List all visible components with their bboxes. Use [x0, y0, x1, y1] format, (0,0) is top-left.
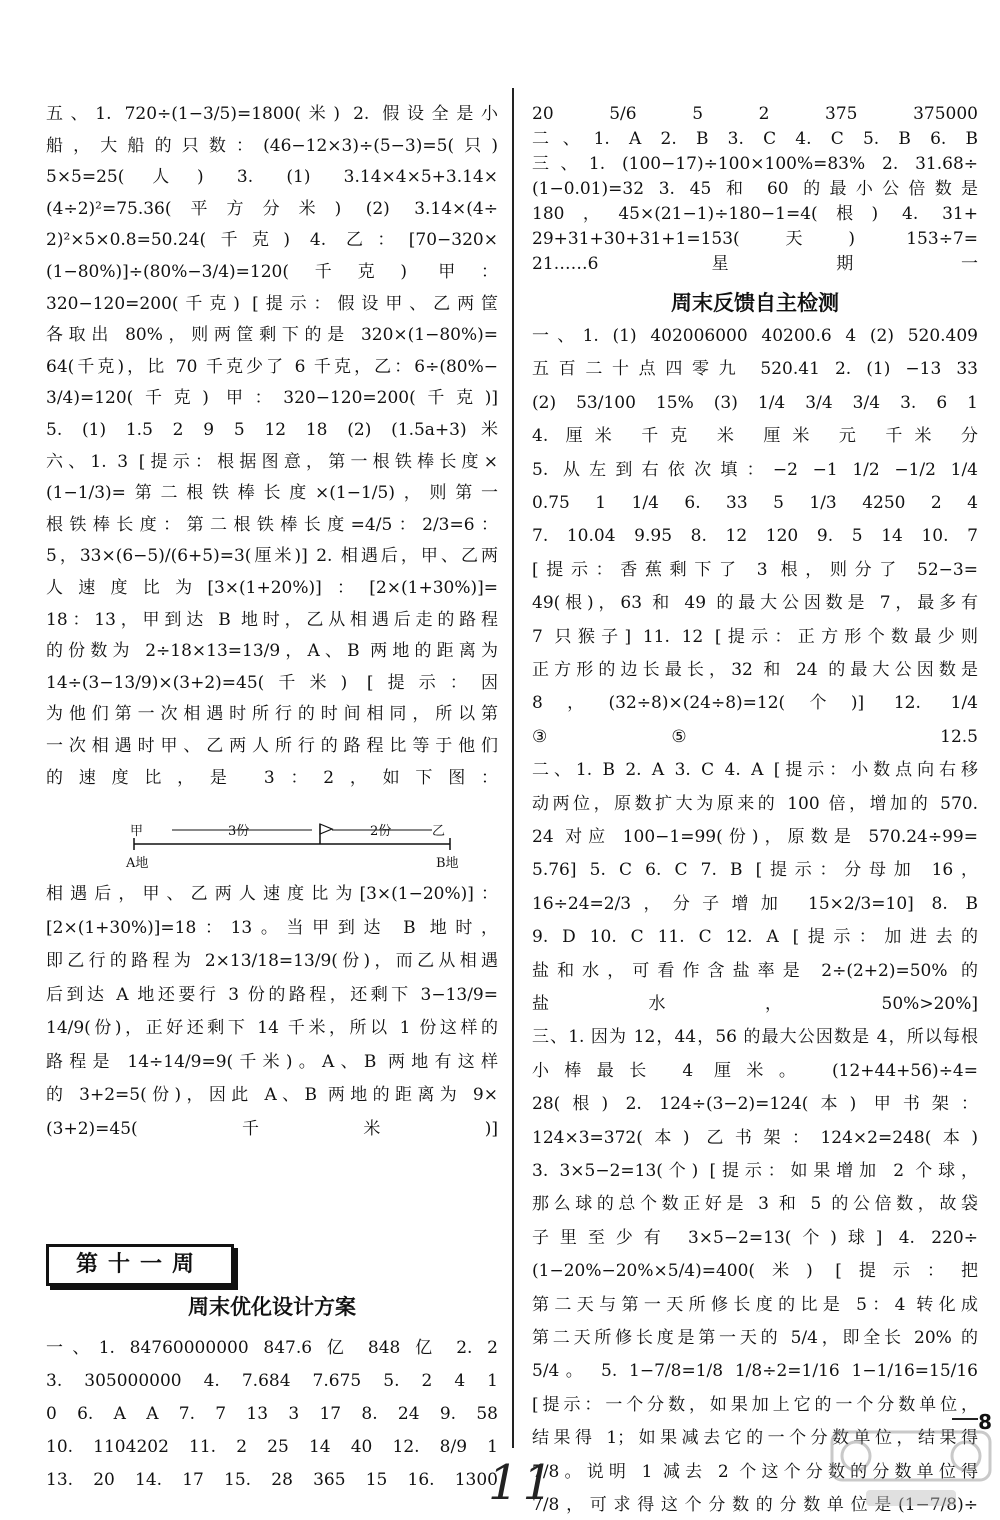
answer-line: 21……6 星期一 — [532, 254, 978, 274]
answer-line: [2×(1+30%)]=18：13。当甲到达 B 地时， — [46, 917, 498, 938]
answer-line: 根铁棒长度：第二根铁棒长度=4/5：2/3=6： — [46, 514, 498, 535]
answer-line: 那么球的总个数正好是 3 和 5 的公倍数，故袋 — [532, 1194, 978, 1215]
answer-line: 动两位，原数扩大为原来的 100 倍，增加的 570. — [532, 793, 978, 814]
answer-line: 一次相遇时甲、乙两人所行的路程比等于他们 — [46, 736, 498, 756]
answer-line: 六、1. 3 [提示：根据图意，第一根铁棒长度× — [46, 451, 498, 472]
answer-line: 五、1. 720÷(1−3/5)=1800(米) 2. 假设全是小 — [46, 104, 498, 124]
answer-line: (2) 53/100 15% (3) 1/4 3/4 3/4 3. 6 1 — [532, 392, 978, 413]
answer-line: 124×3=372(本) 乙书架：124×2=248(本) — [532, 1127, 978, 1148]
answer-line: 5，33×(6−5)/(6+5)=3(厘米)] 2. 相遇后，甲、乙两 — [46, 546, 498, 567]
answer-line: 船，大船的只数：(46−12×3)÷(5−3)=5(只) — [46, 135, 498, 156]
answer-line: 正方形的边长最长，32 和 24 的最大公因数是 — [532, 660, 978, 680]
answer-line: (1−20%−20%×5/4)=400(米) [提示：把 — [532, 1261, 978, 1282]
answer-line: (3+2)=45(千米)] — [46, 1118, 498, 1139]
answer-line: 29+31+30+31+1=153(天) 153÷7= — [532, 229, 978, 249]
figure-label-yi: 乙 — [432, 824, 446, 839]
answer-line: 的份数为 2÷18×13=13/9，A、B 两地的距离为 — [46, 641, 498, 662]
answer-line: 3. 305000000 4. 7.684 7.675 5. 2 4 1 — [46, 1371, 498, 1391]
answer-line: 18：13，甲到达 B 地时，乙从相遇后走的路程 — [46, 609, 498, 630]
answer-line: 7/8。说明 1 减去 2 个这个分数的分数单位得 — [532, 1461, 978, 1482]
page-number-rule — [952, 1418, 978, 1420]
answer-line: 320−120=200(千克) [提示：假设甲、乙两筐 — [46, 293, 498, 314]
answer-line: 后到达 A 地还要行 3 份的路程，还剩下 3−13/9= — [46, 984, 498, 1005]
meeting-diagram-svg — [132, 820, 472, 874]
answer-line: 子里至少有 3×5−2=13(个)球] 4. 220÷ — [532, 1227, 978, 1248]
watermark-logo — [826, 1424, 996, 1514]
answer-line: [提示：一个分数，如果加上它的一个分数单位， — [532, 1394, 978, 1415]
answer-line: 相遇后，甲、乙两人速度比为[3×(1−20%)]： — [46, 884, 498, 904]
answer-line: 各取出 80%，则两筐剩下的是 320×(1−80%)= — [46, 325, 498, 346]
answer-line: 5. 从左到右依次填：−2 −1 1/2 −1/2 1/4 — [532, 459, 978, 480]
column-divider — [512, 88, 514, 1448]
answer-line: 第二天与第一天所修长度的比是 5：4 转化成 — [532, 1294, 978, 1315]
answer-line: 28(根) 2. 124÷(3−2)=124(本) 甲书架： — [532, 1094, 978, 1115]
answer-line: 7/8，可求得这个分数的分数单位是(1−7/8)÷ — [532, 1495, 978, 1515]
answer-line: 二、1. A 2. B 3. C 4. C 5. B 6. B — [532, 129, 978, 149]
answer-line: 14÷(3−13/9)×(3+2)=45(千米) [提示：因 — [46, 672, 498, 693]
answer-line: 为他们第一次相遇时所行的时间相同，所以第 — [46, 704, 498, 725]
answer-line: 7 只猴子] 11. 12 [提示：正方形个数最少则 — [532, 626, 978, 647]
answer-line: 10. 1104202 11. 2 25 14 40 12. 8/9 1 — [46, 1437, 498, 1457]
answer-line: 五百二十点四零九 520.41 2. (1) −13 33 — [532, 359, 978, 380]
answer-line: (1−80%)]÷(80%−3/4)=120(千克) 甲： — [46, 262, 498, 282]
answer-line: 5. (1) 1.5 2 9 5 12 18 (2) (1.5a+3)米 — [46, 420, 498, 440]
answer-line: 180，45×(21−1)÷180−1=4(根) 4. 31+ — [532, 204, 978, 224]
handwritten-mark: 11 — [488, 1455, 558, 1511]
answer-line: 5.76] 5. C 6. C 7. B [提示：分母加 16， — [532, 860, 978, 881]
answer-line: 3/4)=120(千克) 甲：320−120=200(千克)] — [46, 388, 498, 409]
answer-line: (1−0.01)=32 3. 45 和 60 的最小公倍数是 — [532, 179, 978, 199]
answer-line: 盐和水，可看作含盐率是 2÷(2+2)=50% 的 — [532, 960, 978, 981]
answer-line: 一、1. (1) 402006000 40200.6 4 (2) 520.409 — [532, 326, 978, 346]
answer-line: 13. 20 14. 17 15. 28 365 15 16. 1300 — [46, 1470, 498, 1490]
figure-label-2fen: 2份 — [370, 824, 392, 839]
figure-label-b: B地 — [436, 856, 459, 871]
figure-label-3fen: 3份 — [228, 824, 250, 839]
answer-line: 2)²×5×0.8=50.24(千克) 4. 乙：[70−320× — [46, 230, 498, 251]
answer-line: 16÷24=2/3，分子增加 15×2/3=10] 8. B — [532, 893, 978, 914]
answer-line: 结果得 1；如果减去它的一个分数单位，结果得 — [532, 1428, 978, 1449]
answer-line: 盐水，50%>20%] — [532, 994, 978, 1014]
answer-line: 14/9(份)，正好还剩下 14 千米，所以 1 份这样的 — [46, 1018, 498, 1038]
answer-line: 人速度比为[3×(1+20%)]：[2×(1+30%)]= — [46, 578, 498, 598]
answer-line: 一、1. 84760000000 847.6 亿 848 亿 2. 2 — [46, 1338, 498, 1358]
answer-line: 小棒最长 4 厘米。 (12+44+56)÷4= — [532, 1060, 978, 1081]
meeting-diagram — [126, 820, 472, 874]
answer-line: [提示：香蕉剩下了 3 根，则分了 52−3= — [532, 559, 978, 580]
answer-line: 第二天所修长度是第一天的 5/4，即全长 20% 的 — [532, 1328, 978, 1348]
answer-line: 7. 10.04 9.95 8. 12 120 9. 5 14 10. 7 — [532, 526, 978, 547]
figure-label-a: A地 — [126, 856, 149, 871]
answer-line: 的速度比，是 3：2，如下图： — [46, 767, 498, 788]
answer-line: 5/4。 5. 1−7/8=1/8 1/8÷2=1/16 1−1/16=15/16 — [532, 1361, 978, 1382]
week-title: 第十一周 — [46, 1244, 234, 1286]
answer-line: 8，(32÷8)×(24÷8)=12(个)] 12. 1/4 — [532, 693, 978, 714]
answer-line: 49(根)，63 和 49 的最大公因数是 7，最多有 — [532, 593, 978, 614]
figure-label-jia: 甲 — [130, 824, 144, 839]
answer-line: 的 3+2=5(份)，因此 A、B 两地的距离为 9× — [46, 1085, 498, 1105]
answer-line: 0 6. A A 7. 7 13 3 17 8. 24 9. 58 — [46, 1404, 498, 1424]
answer-line: 三、1. (100−17)÷100×100%=83% 2. 31.68÷ — [532, 154, 978, 174]
answer-line: 64(千克)，比 70 千克少了 6 千克，乙：6÷(80%− — [46, 356, 498, 377]
answer-line: 9. D 10. C 11. C 12. A [提示：加进去的 — [532, 927, 978, 948]
page-number: 8 — [978, 1410, 992, 1434]
answer-line: 二、1. B 2. A 3. C 4. A [提示：小数点向右移 — [532, 760, 978, 781]
answer-line: 0.75 1 1/4 6. 33 5 1/3 4250 2 4 — [532, 493, 978, 513]
answer-line: 三、1. 因为 12，44，56 的最大公因数是 4，所以每根 — [532, 1027, 978, 1048]
answer-line: 20 5/6 5 2 375 375000 — [532, 104, 978, 124]
section-heading-optimize: 周末优化设计方案 — [188, 1295, 356, 1319]
answer-line: (1−1/3)=第二根铁棒长度×(1−1/5)，则第一 — [46, 483, 498, 504]
answer-line: 3. 3×5−2=13(个) [提示：如果增加 2 个球， — [532, 1161, 978, 1181]
answer-line: 即乙行的路程为 2×13/18=13/9(份)，而乙从相遇 — [46, 951, 498, 971]
answer-line: (4÷2)²=75.36(平方分米) (2) 3.14×(4÷ — [46, 198, 498, 219]
section-heading-feedback: 周末反馈自主检测 — [671, 291, 839, 315]
answer-line: 4. 厘米 千克 米 厘米 元 千米 分 — [532, 426, 978, 447]
answer-line: 路程是 14÷14/9=9(千米)。A、B 两地有这样 — [46, 1051, 498, 1072]
answer-line: ③⑤ 12.5 — [532, 726, 978, 747]
answer-line: 5×5=25(人) 3. (1) 3.14×4×5+3.14× — [46, 167, 498, 188]
answer-line: 24 对应 100−1=99(份)，原数是 570.24÷99= — [532, 827, 978, 847]
